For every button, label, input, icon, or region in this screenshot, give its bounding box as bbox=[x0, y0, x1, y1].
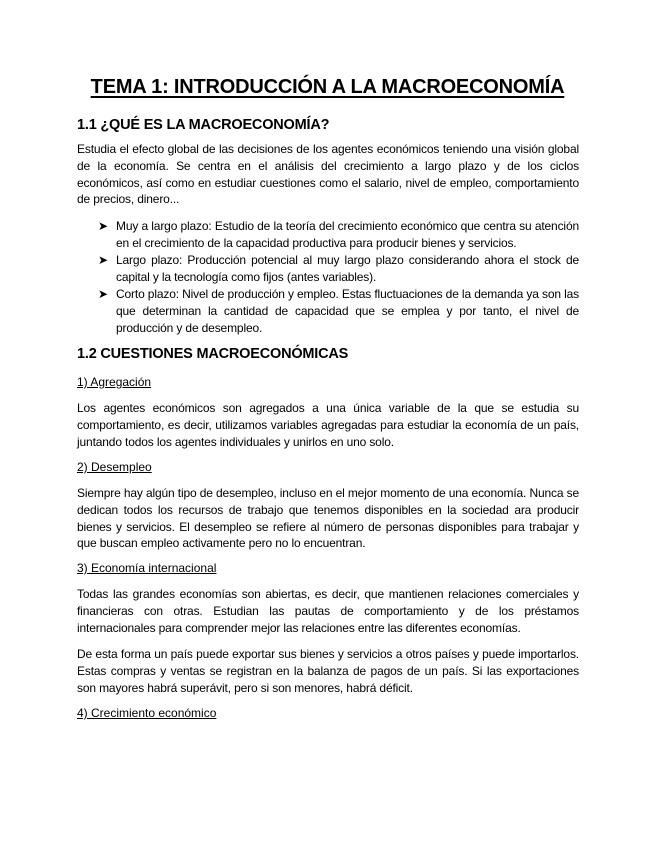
bullet-text: Corto plazo: Nivel de producción y empleo. Estas fluctuaciones de la demanda ya son las que determinan la cantidad de capacidad que se emplea y por tanto, el nivel de producción y de desempleo. bbox=[116, 287, 579, 335]
paragraph-economia-internacional-1: Todas las grandes economías son abiertas, es decir, que mantienen relaciones comerciales y financieras con otras. Estudian las pautas de comportamiento y de los préstamos internacionales para comprender mejor las relaciones entre las diferentes economías. bbox=[77, 587, 579, 635]
section-heading-1: 1.1 ¿QUÉ ES LA MACROECONOMÍA? bbox=[77, 117, 330, 133]
bullet-text: Muy a largo plazo: Estudio de la teoría del crecimiento económico que centra su atención en el crecimiento de la capacidad productiva para producir bienes y servicios. bbox=[116, 219, 579, 250]
arrow-bullet-icon: ➤ bbox=[98, 287, 108, 302]
list-item bbox=[98, 252, 579, 286]
arrow-bullet-icon: ➤ bbox=[98, 253, 108, 268]
list-item bbox=[98, 218, 579, 252]
arrow-bullet-icon: ➤ bbox=[98, 219, 108, 233]
paragraph-economia-internacional-2: De esta forma un país puede exportar sus bienes y servicios a otros países y puede importarlos. Estas compras y ventas se registran en la balanza de pagos de un país. Si las exportaciones son mayores habrá superávit, pero si son menores, habrá déficit. bbox=[77, 647, 579, 695]
paragraph-agregacion: Los agentes económicos son agregados a una única variable de la que se estudia su comportamiento, es decir, utilizamos variables agregadas para estudiar la economía de un país, juntando todos los agentes individuales y unirlos en uno solo. bbox=[77, 401, 579, 449]
page-title: TEMA 1: INTRODUCCIÓN A LA MACROECONOMÍA bbox=[90, 76, 565, 98]
subheading-crecimiento-economico: 4) Crecimiento económico bbox=[77, 706, 217, 720]
bullet-list bbox=[98, 218, 579, 337]
subheading-economia-internacional: 3) Economía internacional bbox=[77, 561, 217, 575]
subheading-desempleo: 2) Desempleo bbox=[77, 460, 152, 474]
subheading-agregacion: 1) Agregación bbox=[77, 375, 152, 389]
section-heading-2: 1.2 CUESTIONES MACROECONÓMICAS bbox=[77, 346, 349, 362]
bullet-text: Largo plazo: Producción potencial al muy largo plazo considerando ahora el stock de capital y la tecnología como fijos (antes variables). bbox=[116, 253, 579, 284]
list-item bbox=[98, 286, 579, 336]
section1-paragraph: Estudia el efecto global de las decisiones de los agentes económicos teniendo una visión global de la economía. Se centra en el análisis del crecimiento a largo plazo y de los ciclos económicos, así como en estudiar cuestiones como el salario, nivel de empleo, comportamiento de precios, dinero... bbox=[77, 142, 579, 207]
paragraph-desempleo: Siempre hay algún tipo de desempleo, incluso en el mejor momento de una economía. Nunca se dedican todos los recursos de trabajo que tenemos disponibles en la sociedad ara producir bienes y servicios. El desempleo se refiere al número de personas disponibles para trabajar y que buscan empleo activamente pero no lo encuentran. bbox=[77, 486, 579, 551]
